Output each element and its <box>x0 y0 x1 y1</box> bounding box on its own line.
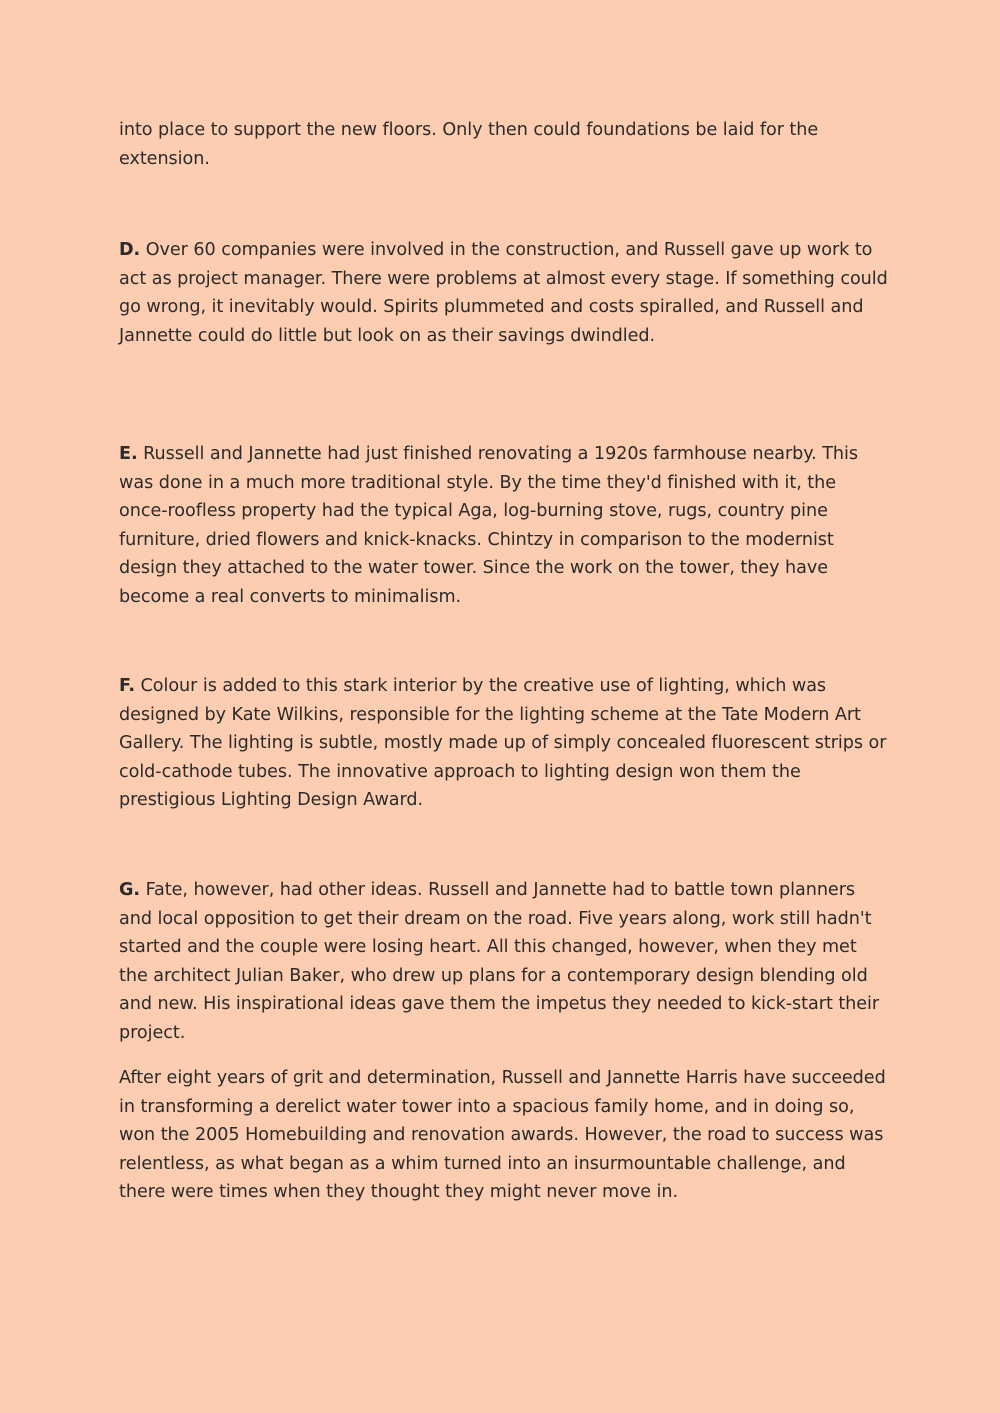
paragraph-text: Russell and Jannette had just finished renovating a 1920s farmhouse nearby. This was done in a much more traditional style. By the time they'd finished with it, the once-roofless property had the typical Aga, log-burning stove, rugs, country pine furniture, dried flowers and knick-knacks. Chintzy in comparison to the modernist design they attached to the water tower. Since the work on the tower, they have become a real converts to minimalism. <box>119 444 858 607</box>
paragraph-text: After eight years of grit and determination, Russell and Jannette Harris have succeeded in transforming a derelict water tower into a spacious family home, and in doing so, won the 2005 Homebuilding and renovation awards. However, the road to success was relentless, as what began as a whim turned into an insurmountable challenge, and there were times when they thought they might never move in. <box>119 1068 886 1202</box>
paragraph-e <box>119 440 889 611</box>
paragraph-text: Over 60 companies were involved in the construction, and Russell gave up work to act as project manager. There were problems at almost every stage. If something could go wrong, it inevitably would. Spirits plummeted and costs spiralled, and Russell and Jannette could do little but look on as their savings dwindled. <box>119 240 888 346</box>
paragraph-text: into place to support the new floors. Only then could foundations be laid for the extension. <box>119 120 819 169</box>
paragraph-d <box>119 236 889 350</box>
paragraph-letter: F. <box>119 676 136 696</box>
paragraph-c-continuation <box>119 116 889 173</box>
paragraph-f <box>119 672 889 815</box>
paragraph-letter: D. <box>119 240 141 260</box>
paragraph-text: Fate, however, had other ideas. Russell and Jannette had to battle town planners and local opposition to get their dream on the road. Five years along, work still hadn't started and the couple were losing heart. All this changed, however, when they met the architect Julian Baker, who drew up plans for a contemporary design blending old and new. His inspirational ideas gave them the impetus they needed to kick-start their project. <box>119 880 880 1043</box>
paragraph-letter: G. <box>119 880 141 900</box>
paragraph-intro <box>119 1064 889 1207</box>
paragraph-letter: E. <box>119 444 138 464</box>
paragraph-text: Colour is added to this stark interior by the creative use of lighting, which was designed by Kate Wilkins, responsible for the lighting scheme at the Tate Modern Art Gallery. The lighting is subtle, mostly made up of simply concealed fluorescent strips or cold-cathode tubes. The innovative approach to lighting design won them the prestigious Lighting Design Award. <box>119 676 887 810</box>
paragraph-g <box>119 876 889 1047</box>
